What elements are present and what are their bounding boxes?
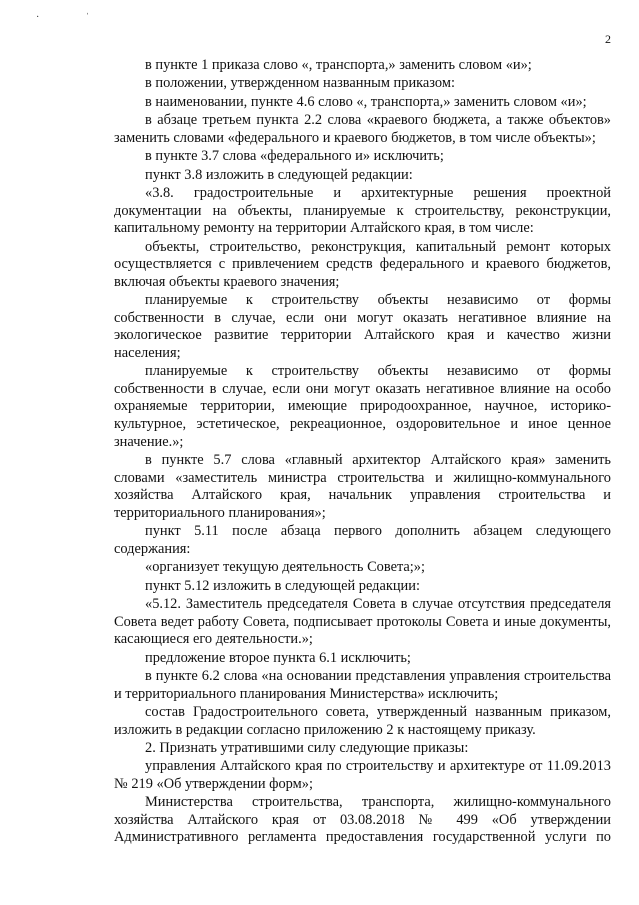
document-body: [114, 57, 611, 847]
paragraph: 2. Признать утратившими силу следующие приказы:: [145, 739, 469, 756]
paragraph: «организует текущую деятельность Совета;»;: [145, 559, 425, 576]
paragraph: предложение второе пункта 6.1 исключить;: [145, 649, 411, 666]
paragraph: объекты, строительство, реконструкция, капитальный ремонт которых осуществляется с привлечением средств федерального и краевого бюджетов, включая объекты краевого значения;: [114, 238, 611, 290]
paragraph: планируемые к строительству объекты независимо от формы собственности в случае, если они могут оказать негативное влияние на особо охраняемые территории, имеющие природоохранное, научное, историко-культурное, эстетическое, рекреационное, оздоровительное и иное ценное значение.»;: [114, 363, 611, 450]
paragraph: «5.12. Заместитель председателя Совета в случае отсутствия председателя Совета ведет работу Совета, подписывает протоколы Совета и иные документы, касающиеся его деятельности.»;: [114, 595, 611, 648]
paragraph: в абзаце третьем пункта 2.2 слова «краевого бюджета, а также объектов» заменить словами «федерального и краевого бюджетов, в том числе объекты»;: [114, 112, 611, 146]
paragraph: управления Алтайского края по строительству и архитектуре от 11.09.2013 № 219 «Об утверждении форм»;: [114, 758, 611, 792]
paragraph: пункт 5.11 после абзаца первого дополнить абзацем следующего содержания:: [114, 523, 611, 557]
paragraph: в пункте 1 приказа слово «, транспорта,» заменить словом «и»;: [145, 57, 532, 73]
paragraph: пункт 3.8 изложить в следующей редакции:: [145, 166, 413, 183]
paragraph: в положении, утвержденном названным приказом:: [145, 75, 455, 92]
paragraph: в пункте 5.7 слова «главный архитектор Алтайского края» заменить словами «заместитель министра строительства и жилищно-коммунального хозяйства Алтайского края, начальник управления строительства и территориального планирования»;: [114, 452, 611, 521]
paragraph: пункт 5.12 изложить в следующей редакции:: [145, 577, 420, 594]
paragraph: «3.8. градостроительные и архитектурные решения проектной документации на объекты, планируемые к строительству, реконструкции, капитальному ремонту на территории Алтайского края, в том числе:: [114, 184, 611, 237]
paragraph: состав Градостроительного совета, утвержденный названным приказом, изложить в редакции согласно приложению 2 к настоящему приказу.: [114, 703, 611, 738]
paragraph: в пункте 3.7 слова «федерального и» исключить;: [145, 148, 444, 165]
paragraph: в наименовании, пункте 4.6 слово «, транспорта,» заменить словом «и»;: [145, 93, 587, 110]
paragraph: планируемые к строительству объекты независимо от формы собственности в случае, если они могут оказать негативное влияние на экологическое развитие территории Алтайского края и качество жизни населения;: [114, 292, 611, 361]
page-number: 2: [605, 32, 611, 46]
paragraph: Министерства строительства, транспорта, жилищно-коммунального хозяйства Алтайского края от 03.08.2018 № 499 «Об утверждении Административного регламента предоставления государственной услуги по: [114, 794, 611, 846]
paragraph: в пункте 6.2 слова «на основании представления управления строительства и территориального планирования Министерства» исключить;: [114, 667, 611, 702]
scan-specks: · ˈ: [36, 12, 112, 23]
